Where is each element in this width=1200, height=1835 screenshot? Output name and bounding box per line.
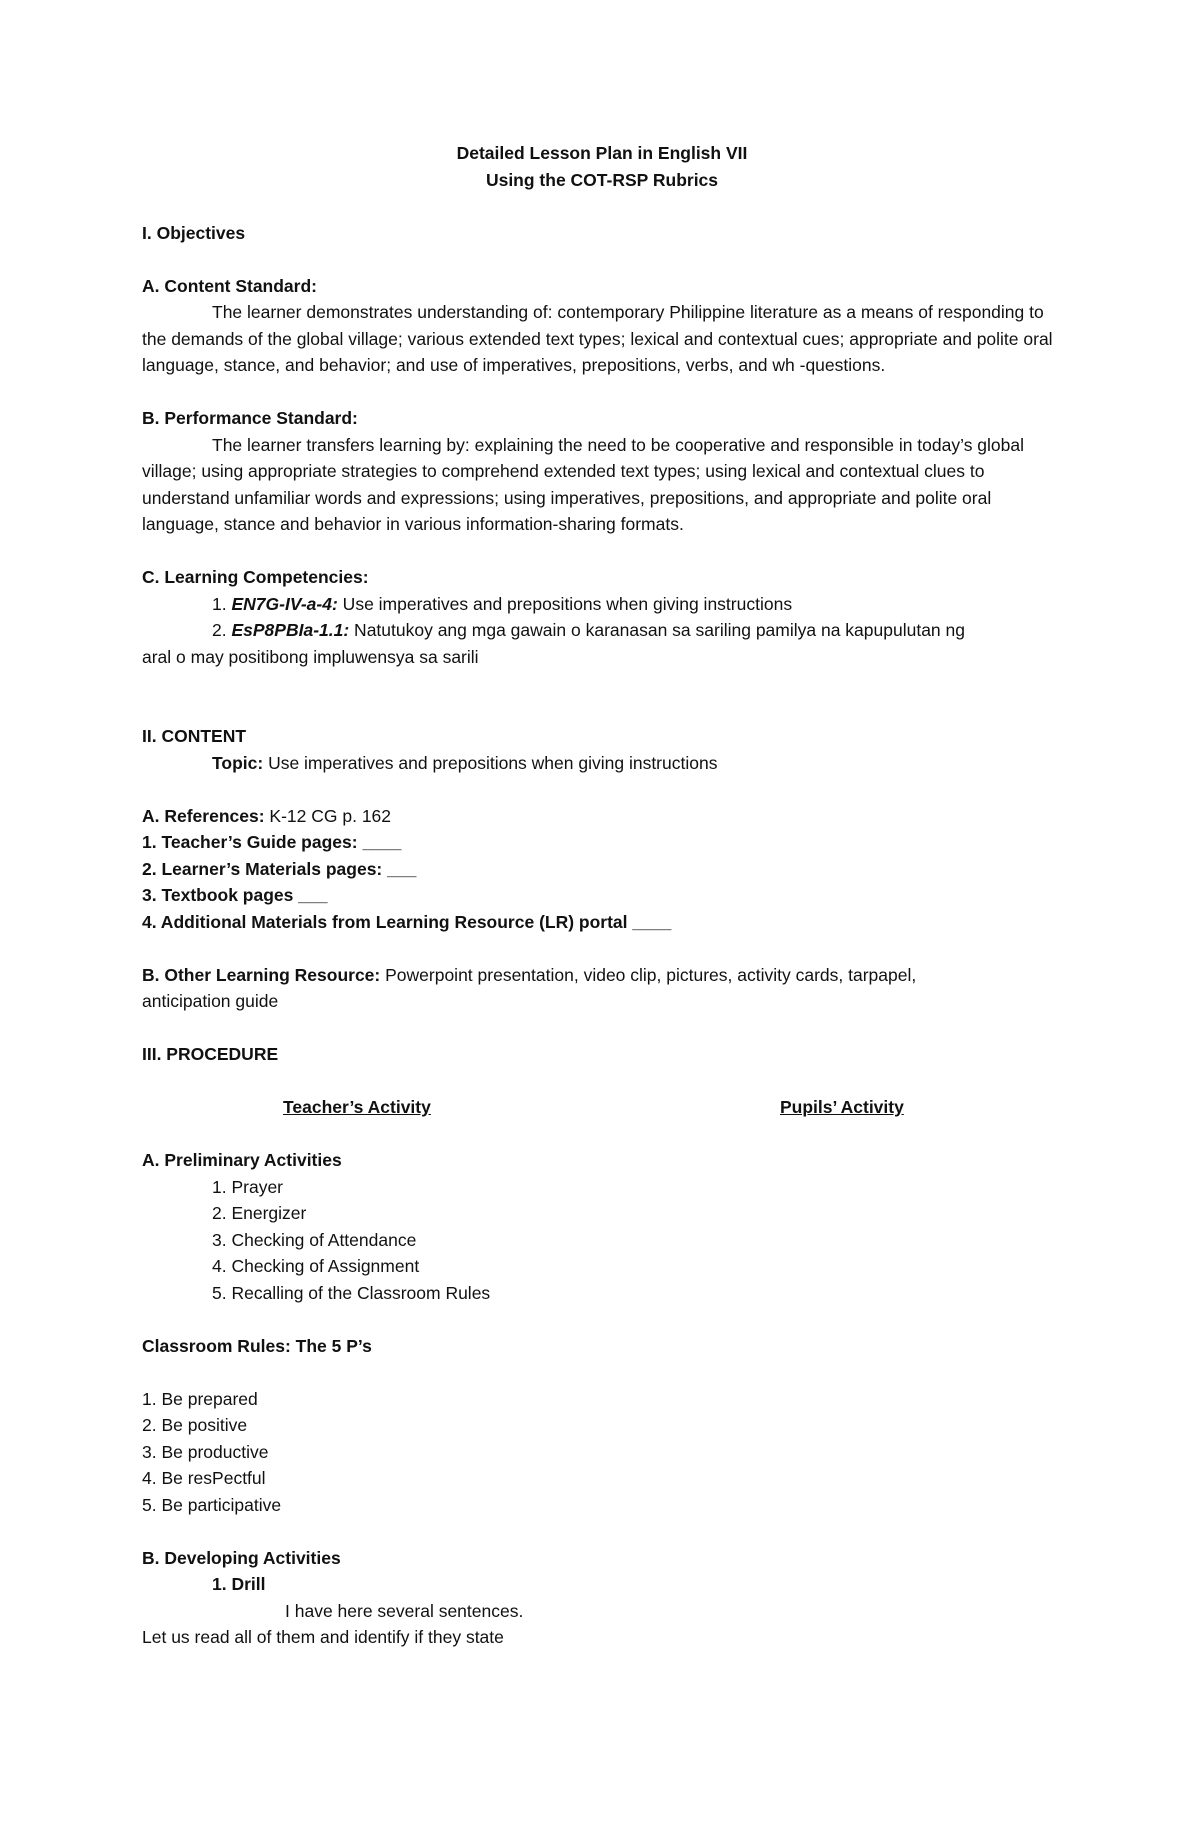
drill-instruction-line: I have here several sentences. <box>285 1600 524 1621</box>
rule-item: 3. Be productive <box>142 1441 269 1462</box>
teacher-activity-header: Teacher’s Activity <box>283 1097 431 1117</box>
reference-item: 4. Additional Materials from Learning Resource (LR) portal ____ <box>142 911 672 932</box>
drill-instruction-line: Let us read all of them and identify if they state <box>142 1627 504 1647</box>
competency-code: EsP8PBIa-1.1: <box>231 620 350 640</box>
objectives-heading: I. Objectives <box>142 222 246 243</box>
reference-item: 3. Textbook pages ___ <box>142 885 328 905</box>
competencies-label: C. Learning Competencies: <box>142 567 369 587</box>
competency-item: 1. EN7G-IV-a-4: Use imperatives and prepositions when giving instructions <box>212 593 793 614</box>
competency-code: EN7G-IV-a-4: <box>231 593 338 614</box>
reference-item: 2. Learner’s Materials pages: ___ <box>142 858 417 879</box>
topic-line: Topic: Use imperatives and prepositions when giving instructions <box>212 752 718 773</box>
reference-item: 1. Teacher’s Guide pages: ____ <box>142 832 402 852</box>
references-line: A. References: K-12 CG p. 162 <box>142 805 392 826</box>
document-subtitle: Using the COT-RSP Rubrics <box>485 169 719 190</box>
document-title: Detailed Lesson Plan in English VII <box>456 143 748 163</box>
content-standard-text: The learner demonstrates understanding of: contemporary Philippine literature as a means of responding to the demands of the global village; various extended text types; lexical and contextual cues; appropriate and polite oral language, stance, and behavior; and use of imperatives, prepositions, verbs, and wh -questions. <box>142 302 1053 375</box>
lesson-plan-page <box>142 140 1062 1651</box>
activity-column-headers <box>142 1094 1062 1121</box>
preliminary-activities-label: A. Preliminary Activities <box>142 1150 342 1170</box>
rule-item: 2. Be positive <box>142 1415 248 1435</box>
content-heading: II. CONTENT <box>142 726 247 746</box>
other-resources-line: B. Other Learning Resource: Powerpoint presentation, video clip, pictures, activity cards, tarpapel, <box>142 964 917 985</box>
performance-standard-label: B. Performance Standard: <box>142 408 358 428</box>
list-item: 3. Checking of Attendance <box>212 1229 417 1250</box>
rule-item: 1. Be prepared <box>142 1388 258 1409</box>
content-standard-label: A. Content Standard: <box>142 275 317 296</box>
list-item: 5. Recalling of the Classroom Rules <box>212 1282 491 1303</box>
procedure-heading: III. PROCEDURE <box>142 1044 279 1064</box>
developing-activities-label: B. Developing Activities <box>142 1547 341 1568</box>
performance-standard-text: The learner transfers learning by: explaining the need to be cooperative and responsible in today’s global village; using appropriate strategies to comprehend extended text types; using lexical and contextual clues to understand unfamiliar words and expressions; using imperatives, prepositions, and appropriate and polite oral language, stance and behavior in various information-sharing formats. <box>142 434 1025 534</box>
list-item: 1. Prayer <box>212 1176 283 1197</box>
drill-label: 1. Drill <box>212 1574 266 1594</box>
rule-item: 4. Be resPectful <box>142 1468 266 1488</box>
list-item: 4. Checking of Assignment <box>212 1256 420 1276</box>
other-resources-continued: anticipation guide <box>142 991 279 1011</box>
classroom-rules-label: Classroom Rules: The 5 P’s <box>142 1335 372 1356</box>
list-item: 2. Energizer <box>212 1203 307 1223</box>
pupils-activity-header: Pupils’ Activity <box>780 1097 904 1117</box>
rule-item: 5. Be participative <box>142 1494 282 1515</box>
competency-item: 2. EsP8PBIa-1.1: Natutukoy ang mga gawain o karanasan sa sariling pamilya na kapupulutan ng <box>212 620 965 640</box>
competency-item-continued: aral o may positibong impluwensya sa sarili <box>142 646 479 667</box>
